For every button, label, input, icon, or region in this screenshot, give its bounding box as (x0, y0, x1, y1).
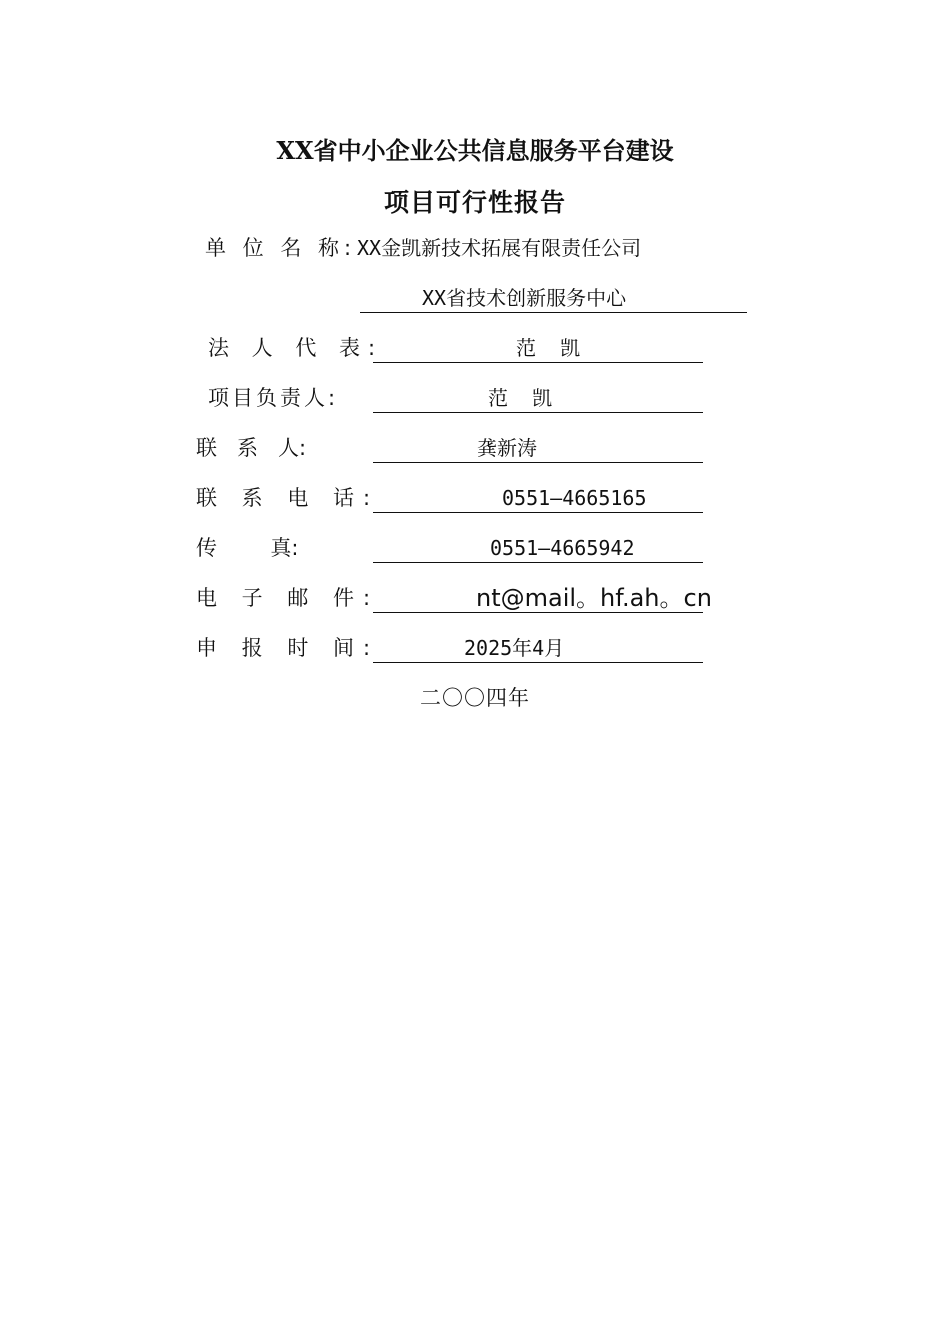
fax-value: 0551—4665942 (490, 536, 635, 560)
field-unit-name-2 (0, 283, 950, 317)
field-project-manager (0, 383, 950, 417)
field-submission-date (0, 633, 950, 667)
report-title-line2: 项目可行性报告 (383, 188, 566, 217)
legal-representative-value: 范 凯 (516, 336, 581, 360)
submission-date-label: 申 报 时 间: (196, 636, 380, 660)
email-value: nt@mail。hf.ah。cn (476, 584, 712, 612)
year-footer: 二〇〇四年 (420, 686, 530, 710)
field-unit-name (0, 233, 950, 267)
field-email (0, 583, 950, 617)
contact-person-value: 龚新涛 (477, 436, 537, 460)
email-label: 电 子 邮 件: (196, 586, 380, 610)
fax-label: 传 真: (196, 536, 299, 560)
phone-label: 联 系 电 话: (196, 486, 380, 510)
contact-person-label: 联 系 人: (196, 436, 307, 460)
contact-person-underline (373, 462, 703, 463)
submission-date-value: 2025年4月 (464, 636, 565, 660)
unit-name-value: XX金凯新技术拓展有限责任公司 (357, 236, 642, 260)
project-manager-label: 项目负责人: (208, 386, 339, 410)
project-manager-value: 范 凯 (488, 386, 553, 410)
field-phone (0, 483, 950, 517)
field-fax (0, 533, 950, 567)
phone-value: 0551—4665165 (502, 486, 647, 510)
legal-representative-label: 法 人 代 表: (208, 336, 384, 360)
field-legal-representative (0, 333, 950, 367)
unit-name-2-value: XX省技术创新服务中心 (422, 286, 627, 310)
unit-name-label: 单 位 名 称: (205, 236, 357, 260)
report-title-line1: XX省中小企业公共信息服务平台建设 (276, 136, 674, 165)
field-contact-person (0, 433, 950, 467)
